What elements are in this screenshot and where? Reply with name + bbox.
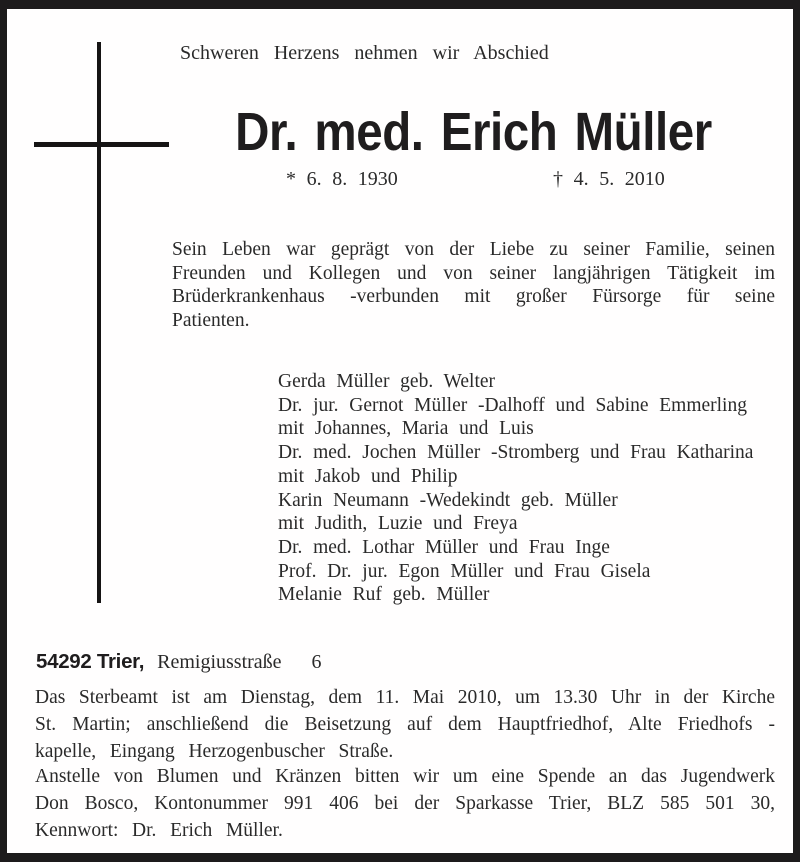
mourner-line: Gerda Müller geb. Welter bbox=[278, 371, 496, 392]
mourner-line: Prof. Dr. jur. Egon Müller und Frau Gisela bbox=[278, 560, 651, 582]
address-zip-city: 54292 Trier, bbox=[36, 650, 145, 673]
mourner-line: Dr. med. Lothar Müller und Frau Inge bbox=[278, 536, 610, 558]
frame-border-left bbox=[0, 0, 7, 862]
opening-line: Schweren Herzens nehmen wir Abschied bbox=[180, 42, 549, 64]
frame-border-bottom bbox=[0, 853, 800, 862]
mourners-list bbox=[278, 370, 753, 607]
donation-info-line: Anstelle von Blumen und Kränzen bitten wir um eine Spende an das Jugendwerk bbox=[35, 766, 775, 787]
donation-info-paragraph bbox=[35, 763, 775, 845]
cross-vertical-beam bbox=[97, 42, 101, 603]
address-street: Remigiusstraße bbox=[157, 651, 282, 673]
donation-info-line: Kennwort: Dr. Erich Müller. bbox=[35, 820, 283, 842]
life-text-line: Patienten. bbox=[172, 310, 250, 332]
mourner-line: Karin Neumann -Wedekindt geb. Müller bbox=[278, 489, 618, 511]
birth-date: * 6. 8. 1930 bbox=[286, 168, 398, 190]
address-house-number: 6 bbox=[311, 651, 322, 673]
address-line bbox=[36, 650, 322, 674]
mourner-line: Dr. jur. Gernot Müller -Dalhoff und Sabine Emmerling bbox=[278, 394, 747, 416]
frame-border-right bbox=[793, 0, 800, 862]
donation-info-line: Don Bosco, Kontonummer 991 406 bei der Sparkasse Trier, BLZ 585 501 30, bbox=[35, 793, 775, 815]
mourner-line: mit Johannes, Maria und Luis bbox=[278, 418, 534, 440]
funeral-info-line: kapelle, Eingang Herzogenbuscher Straße. bbox=[35, 741, 394, 763]
death-date: † 4. 5. 2010 bbox=[553, 168, 665, 190]
funeral-info-line: St. Martin; anschließend die Beisetzung auf dem Hauptfriedhof, Alte Friedhofs - bbox=[35, 714, 775, 736]
funeral-info-line: Das Sterbeamt ist am Dienstag, dem 11. Mai 2010, um 13.30 Uhr in der Kirche bbox=[35, 687, 775, 708]
life-text-paragraph bbox=[172, 238, 775, 333]
mourner-line: Melanie Ruf geb. Müller bbox=[278, 584, 490, 606]
life-text-line: Freunden und Kollegen und von seiner langjährigen Tätigkeit im bbox=[172, 262, 775, 284]
dates-row bbox=[0, 168, 800, 194]
funeral-info-paragraph bbox=[35, 684, 775, 766]
mourner-line: Dr. med. Jochen Müller -Stromberg und Frau Katharina bbox=[278, 442, 754, 464]
life-text-line: Sein Leben war geprägt von der Liebe zu seiner Familie, seinen bbox=[172, 239, 775, 260]
life-text-line: Brüderkrankenhaus -verbunden mit großer Fürsorge für seine bbox=[172, 286, 775, 308]
frame-border-top bbox=[0, 0, 800, 9]
cross-horizontal-beam bbox=[34, 142, 169, 147]
mourner-line: mit Jakob und Philip bbox=[278, 465, 458, 487]
mourner-line: mit Judith, Luzie und Freya bbox=[278, 513, 518, 535]
deceased-name: Dr. med. Erich Müller bbox=[235, 102, 712, 162]
